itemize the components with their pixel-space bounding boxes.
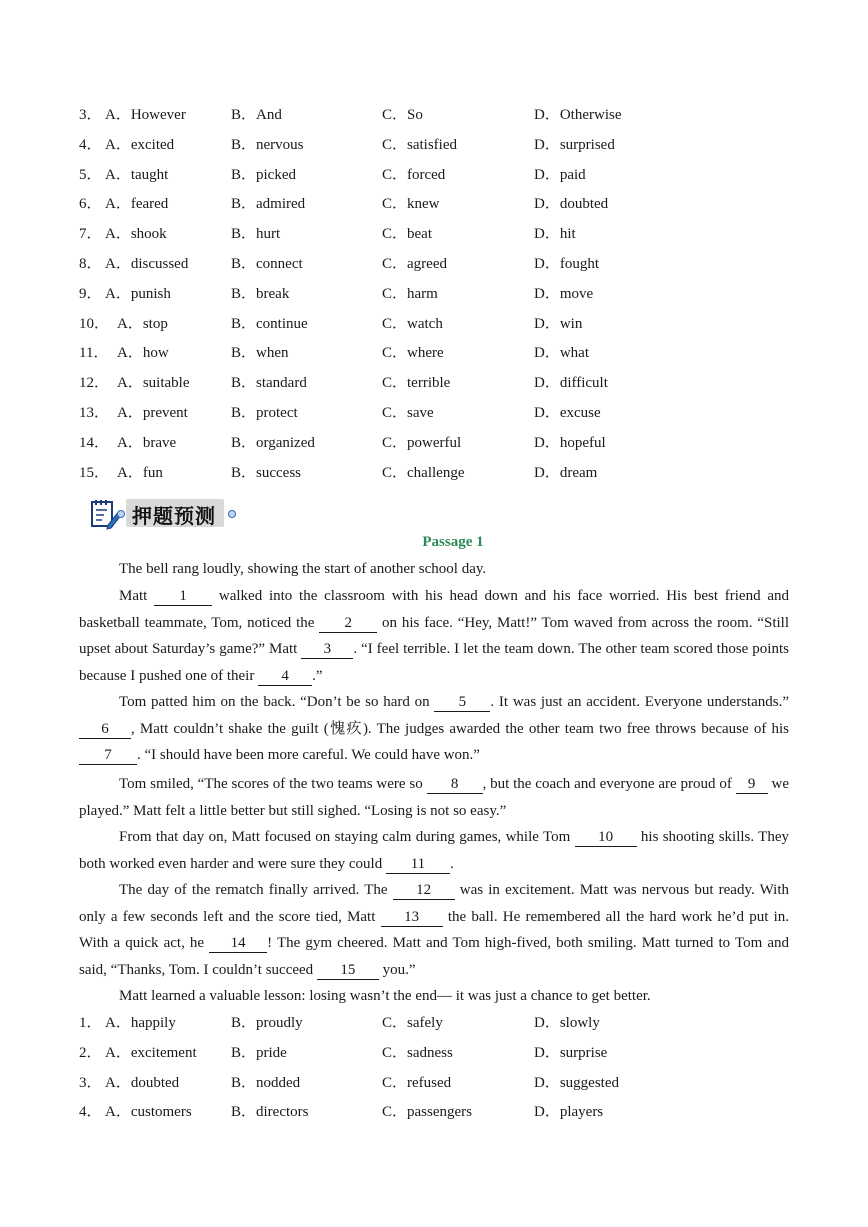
question-number: 3． (79, 107, 102, 123)
option-a: A．suitable (117, 375, 190, 392)
paragraph-3 (79, 689, 789, 769)
option-b: B．protect (231, 404, 298, 421)
option-a: A．customers (105, 1104, 192, 1121)
option-d: D．win (534, 315, 583, 332)
paragraph-text: Tom smiled, “The scores of the two teams were so (119, 776, 427, 792)
option-b: B．when (231, 345, 289, 362)
option-c: C．forced (382, 166, 446, 183)
option-d: D．surprise (534, 1044, 608, 1061)
option-c: C．safely (382, 1015, 443, 1031)
question-number: 2． (79, 1044, 102, 1061)
option-a: A．feared (105, 196, 169, 213)
paragraph-text: Matt (119, 588, 155, 604)
question-number: 14． (79, 434, 110, 451)
option-row (79, 193, 799, 223)
option-a: A．excitement (105, 1044, 197, 1061)
option-a: A．taught (105, 166, 169, 183)
option-row (79, 402, 799, 432)
question-number: 5． (79, 166, 102, 183)
question-number: 13． (79, 404, 110, 421)
option-d: D．suggested (534, 1074, 619, 1091)
option-list-bottom (79, 1012, 799, 1131)
option-b: B．pride (231, 1044, 287, 1061)
paragraph-7 (79, 983, 789, 1010)
blank-12: 12 (393, 881, 455, 900)
option-row (79, 342, 799, 372)
blank-3: 3 (301, 640, 353, 659)
option-b: B．connect (231, 255, 303, 272)
question-number: 4． (79, 136, 102, 153)
option-d: D．hopeful (534, 434, 606, 451)
paragraph-text: we played.” Matt felt a little better but still sighed. “Losing is not so easy.” (79, 776, 789, 819)
option-c: C．terrible (382, 375, 451, 392)
option-c: C．save (382, 404, 434, 421)
option-d: D．slowly (534, 1015, 600, 1031)
option-a: A．stop (117, 315, 168, 332)
blank-5: 5 (434, 693, 490, 712)
question-number: 8． (79, 255, 102, 272)
passage-title: Passage 1 (422, 534, 484, 550)
option-d: D．surprised (534, 136, 615, 153)
option-c: C．beat (382, 226, 432, 243)
paragraph-text: Matt learned a valuable lesson: losing wasn’t the end— it was just a chance to get better. (119, 988, 651, 1004)
paragraph-text: you.” (378, 961, 416, 978)
option-row (79, 1042, 799, 1072)
option-b: B．success (231, 464, 301, 481)
option-a: A．happily (105, 1015, 176, 1031)
option-b: B．proudly (231, 1015, 303, 1031)
paragraph-text: From that day on, Matt focused on staying calm during games, while Tom (119, 829, 575, 845)
paragraph-2 (79, 583, 789, 689)
paragraph-text: . (449, 855, 454, 872)
paragraph-text: on his face. “Hey, Matt!” Tom waved from across the room. “Still upset about Saturday’s game?” Matt (79, 614, 789, 657)
option-b: B．organized (231, 434, 315, 451)
paragraph-text: , Matt couldn’t shake the guilt (愧疚). The judges awarded the other team two free throws because of his (131, 720, 789, 737)
paragraph-text: . It was just an accident. Everyone understands.” (490, 694, 789, 710)
option-row (79, 253, 799, 283)
paragraph-5 (79, 824, 789, 877)
option-a: A．fun (117, 464, 163, 481)
option-b: B．And (231, 107, 282, 123)
option-c: C．passengers (382, 1104, 472, 1121)
option-c: C．satisfied (382, 136, 457, 153)
option-c: C．challenge (382, 464, 465, 481)
option-a: A．punish (105, 285, 171, 302)
option-d: D．dream (534, 464, 598, 481)
option-b: B．nodded (231, 1074, 301, 1091)
option-c: C．watch (382, 315, 443, 332)
option-c: C．powerful (382, 434, 462, 451)
paragraph-text: was in excitement. Matt was nervous but ready. With only a few seconds left and the score tied, Matt (79, 882, 789, 925)
paragraph-4 (79, 771, 789, 824)
paragraph-text: ! The gym cheered. Matt and Tom high-fived, both smiling. Matt turned to Tom and said, “Thanks, Tom. I couldn’t succeed (79, 935, 790, 978)
option-row (79, 104, 799, 134)
option-row (79, 164, 799, 194)
option-row (79, 313, 799, 343)
paragraph-text: The day of the rematch finally arrived. The (119, 882, 393, 898)
blank-1: 1 (154, 587, 212, 606)
blank-7: 7 (79, 746, 137, 765)
question-number: 7． (79, 226, 102, 243)
option-row (79, 134, 799, 164)
option-b: B．nervous (231, 136, 304, 153)
option-row (79, 432, 799, 462)
blank-6: 6 (79, 720, 131, 739)
paragraph-text: walked into the classroom with his head down and his face worried. His best friend and basketball teammate, Tom, noticed the (79, 588, 789, 631)
paragraph-text: The bell rang loudly, showing the start of another school day. (119, 561, 487, 577)
option-d: D．difficult (534, 375, 608, 392)
question-number: 9． (79, 285, 102, 302)
option-b: B．standard (231, 375, 307, 392)
paragraph-1 (79, 556, 789, 583)
question-number: 11． (79, 345, 109, 362)
option-b: B．picked (231, 166, 296, 183)
option-d: D．Otherwise (534, 107, 622, 123)
option-c: C．where (382, 345, 444, 362)
blank-10: 10 (575, 828, 637, 847)
banner-label-box (126, 499, 224, 527)
option-a: A．brave (117, 434, 177, 451)
blank-8: 8 (427, 775, 483, 794)
question-number: 6． (79, 196, 102, 213)
option-c: C．sadness (382, 1044, 453, 1061)
paragraph-text: . “I feel terrible. I let the team down. The other team scored those points because I pushed one of their (79, 641, 789, 684)
option-d: D．hit (534, 226, 576, 243)
option-d: D．move (534, 285, 594, 302)
option-a: A．how (117, 345, 169, 362)
banner-title: 押题预测 (132, 504, 216, 528)
option-a: A．However (105, 107, 186, 123)
option-d: D．paid (534, 166, 586, 183)
option-d: D．fought (534, 255, 599, 272)
option-a: A．prevent (117, 404, 188, 421)
option-row (79, 1012, 799, 1042)
option-a: A．excited (105, 136, 175, 153)
option-c: C．refused (382, 1074, 452, 1091)
option-d: D．what (534, 345, 589, 362)
option-d: D．excuse (534, 404, 601, 421)
option-c: C．agreed (382, 255, 447, 272)
option-row (79, 283, 799, 313)
option-row (79, 462, 799, 492)
option-row (79, 372, 799, 402)
blank-13: 13 (381, 908, 443, 927)
paragraph-text: , but the coach and everyone are proud of (482, 776, 736, 792)
option-a: A．shook (105, 226, 167, 243)
blank-9: 9 (736, 775, 768, 794)
question-number: 4． (79, 1104, 102, 1121)
option-d: D．players (534, 1104, 604, 1121)
option-c: C．knew (382, 196, 440, 213)
banner-dot-right (228, 510, 236, 518)
paragraph-text: . “I should have been more careful. We could have won.” (137, 747, 480, 763)
option-row (79, 1101, 799, 1131)
blank-2: 2 (319, 614, 377, 633)
paragraph-text: .” (312, 667, 323, 684)
option-b: B．directors (231, 1104, 309, 1121)
option-b: B．hurt (231, 226, 281, 243)
option-d: D．doubted (534, 196, 609, 213)
question-number: 1． (79, 1015, 102, 1031)
paragraph-6 (79, 877, 789, 983)
question-number: 15． (79, 464, 110, 481)
blank-15: 15 (317, 961, 379, 980)
paragraph-text: the ball. He remembered all the hard work he’d put in. With a quick act, he (79, 908, 789, 951)
option-a: A．doubted (105, 1074, 180, 1091)
option-c: C．So (382, 107, 423, 123)
paragraph-text: his shooting skills. They both worked even harder and were sure they could (79, 829, 790, 872)
prediction-banner (88, 497, 248, 531)
paragraph-text: Tom patted him on the back. “Don’t be so hard on (119, 694, 435, 710)
blank-4: 4 (258, 667, 312, 686)
question-number: 10． (79, 315, 110, 332)
option-b: B．break (231, 285, 290, 302)
option-b: B．admired (231, 196, 306, 213)
option-list-top (79, 104, 799, 491)
question-number: 12． (79, 375, 110, 392)
blank-14: 14 (209, 934, 267, 953)
option-b: B．continue (231, 315, 308, 332)
option-a: A．discussed (105, 255, 189, 272)
banner-dot-left (117, 510, 125, 518)
question-number: 3． (79, 1074, 102, 1091)
option-c: C．harm (382, 285, 438, 302)
option-row (79, 223, 799, 253)
option-row (79, 1072, 799, 1102)
blank-11: 11 (386, 855, 450, 874)
